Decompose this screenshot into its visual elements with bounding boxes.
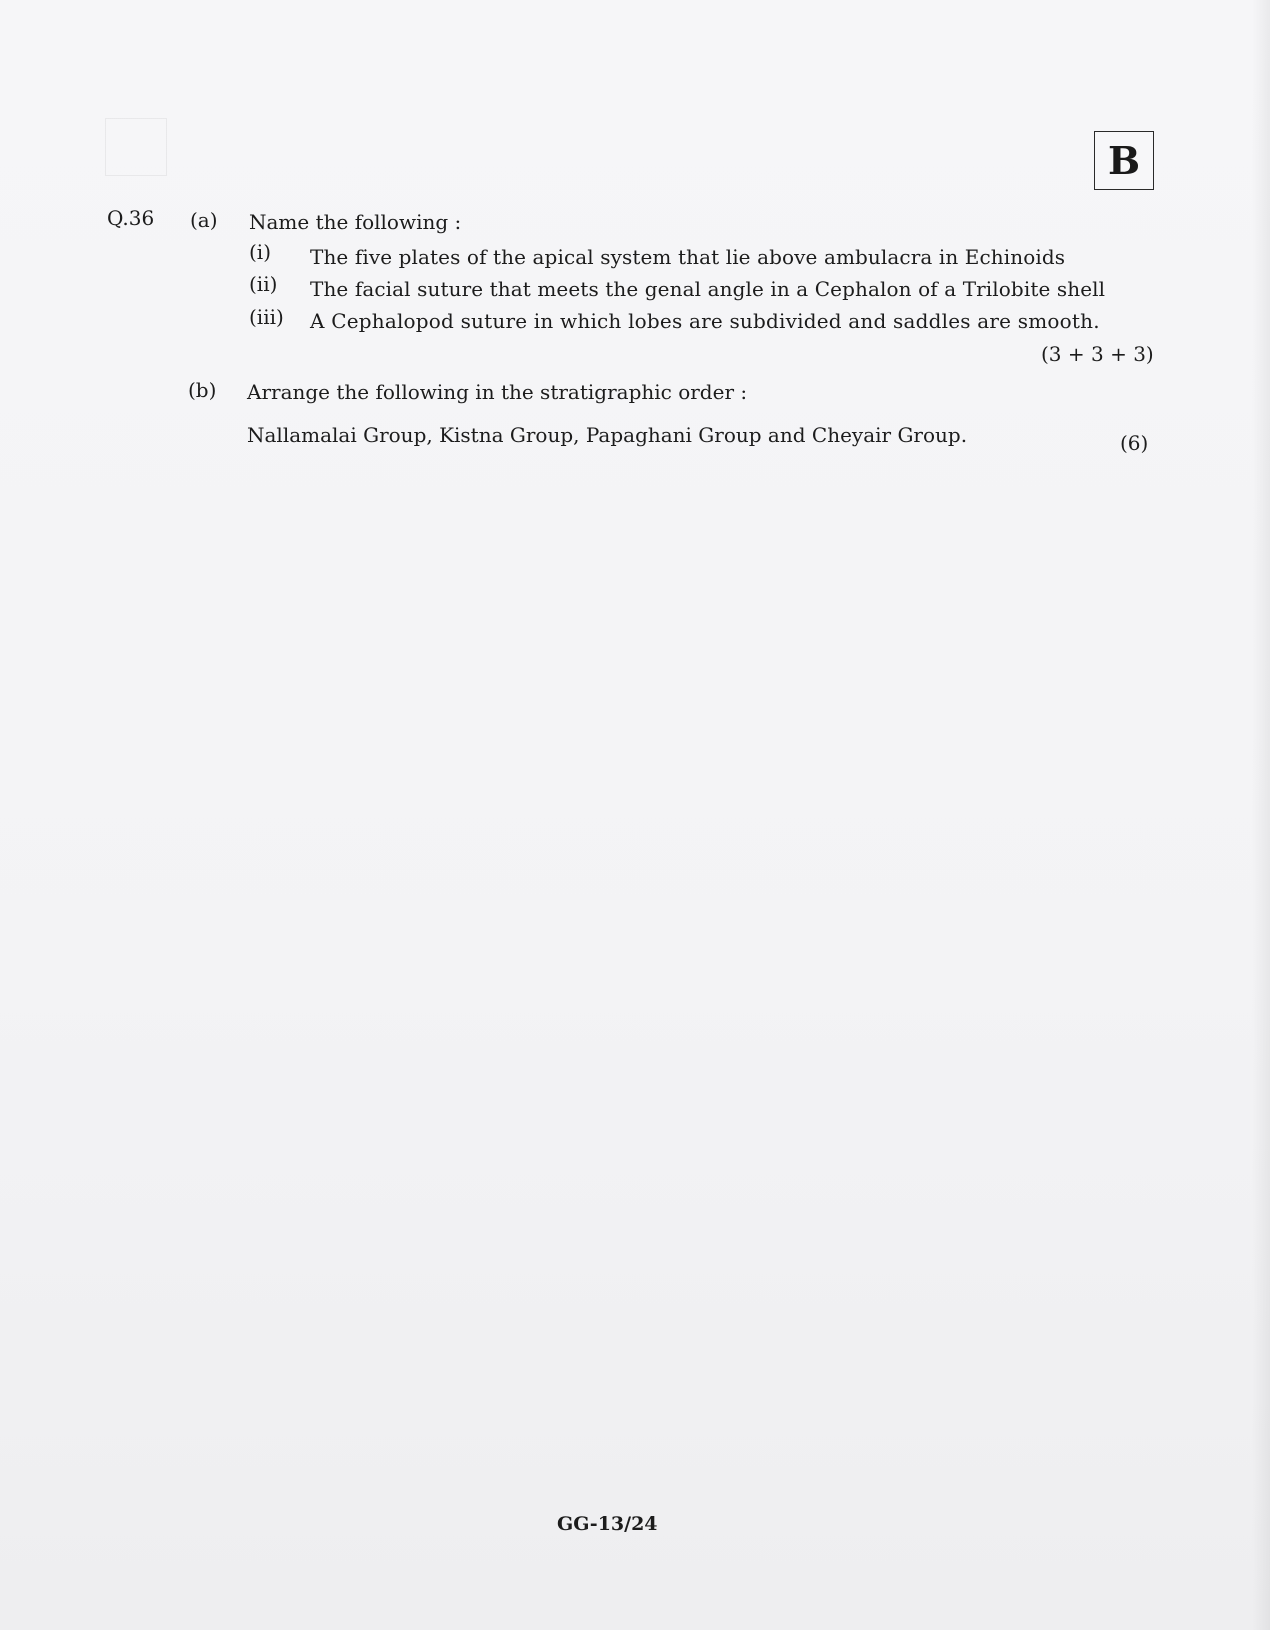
item-ii-text: The facial suture that meets the genal angle in a Cephalon of a Trilobite shell <box>310 277 1106 301</box>
item-ii-label: (ii) <box>249 272 278 296</box>
bleed-through-box <box>105 118 167 176</box>
question-number: Q.36 <box>107 206 155 230</box>
item-iii-label: (iii) <box>249 305 284 329</box>
part-b-text: Nallamalai Group, Kistna Group, Papaghani Group and Cheyair Group. <box>247 423 968 447</box>
part-b-label: (b) <box>188 378 217 402</box>
set-code-box: B <box>1094 131 1154 190</box>
part-a-label: (a) <box>190 208 218 232</box>
part-b-prompt: Arrange the following in the stratigraphic order : <box>247 380 748 404</box>
part-b-marks: (6) <box>1120 431 1149 455</box>
item-i-text: The five plates of the apical system that lie above ambulacra in Echinoids <box>310 245 1066 269</box>
item-i-label: (i) <box>249 240 272 264</box>
page-footer-code: GG-13/24 <box>557 1513 658 1535</box>
page-edge-shadow <box>1252 0 1270 1630</box>
part-a-prompt: Name the following : <box>249 210 462 234</box>
item-iii-text: A Cephalopod suture in which lobes are subdivided and saddles are smooth. <box>310 309 1100 333</box>
part-a-marks: (3 + 3 + 3) <box>1041 342 1154 366</box>
